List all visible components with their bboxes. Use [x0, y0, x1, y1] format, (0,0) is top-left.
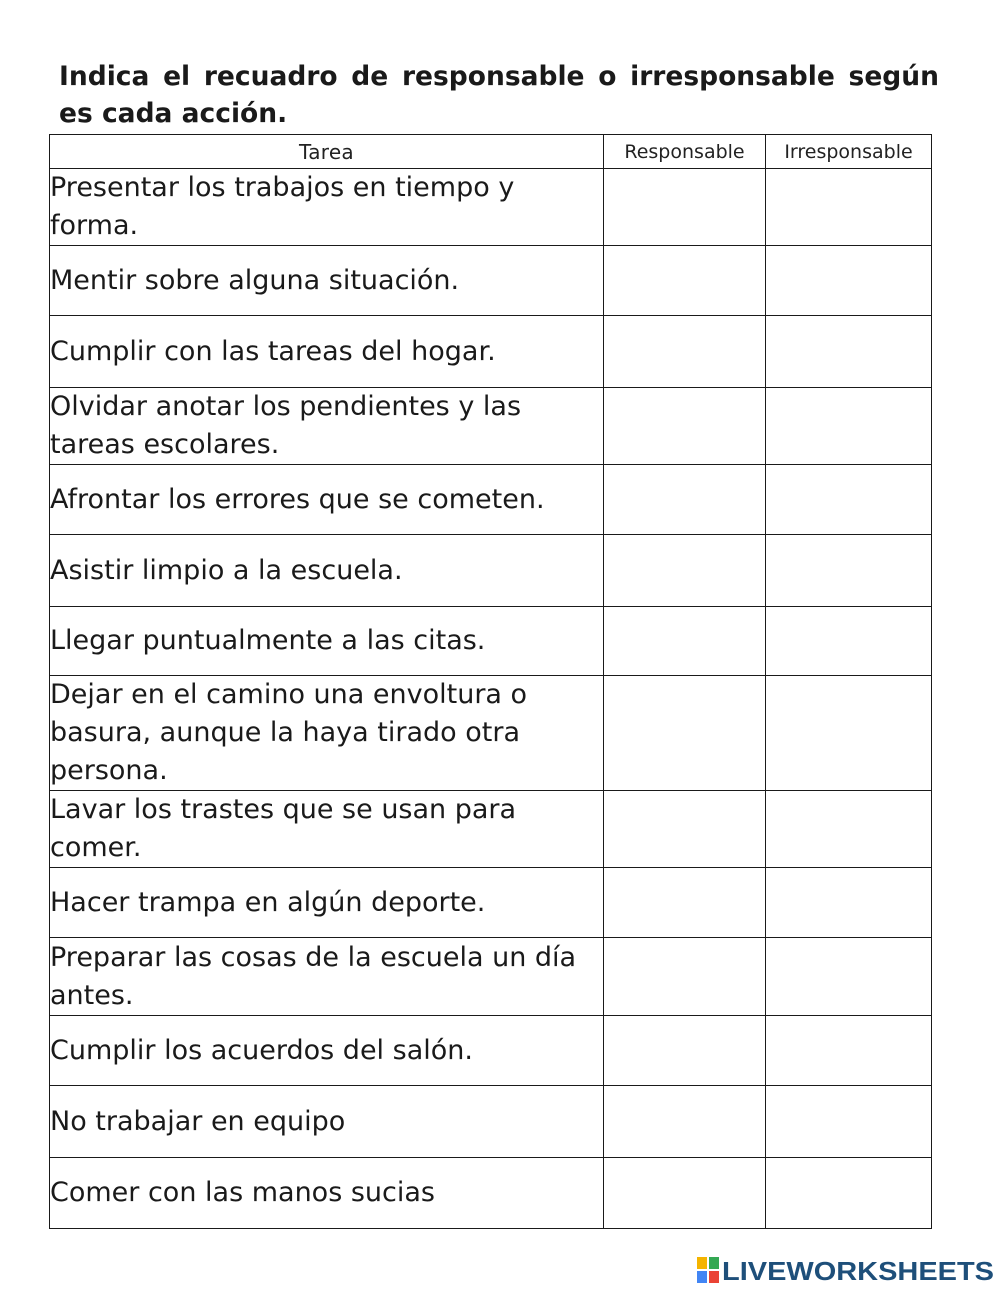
- header-task: Tarea: [50, 135, 604, 169]
- table-row: [50, 246, 932, 316]
- table-row: [50, 388, 932, 465]
- table-row: [50, 1016, 932, 1086]
- irresponsible-checkbox[interactable]: [766, 465, 932, 535]
- responsible-checkbox[interactable]: [604, 316, 766, 388]
- task-cell: Llegar puntualmente a las citas.: [50, 607, 604, 676]
- responsible-checkbox[interactable]: [604, 246, 766, 316]
- irresponsible-checkbox[interactable]: [766, 791, 932, 868]
- irresponsible-checkbox[interactable]: [766, 868, 932, 938]
- responsible-checkbox[interactable]: [604, 791, 766, 868]
- task-cell: Hacer trampa en algún deporte.: [50, 868, 604, 938]
- irresponsible-checkbox[interactable]: [766, 246, 932, 316]
- responsible-checkbox[interactable]: [604, 465, 766, 535]
- task-cell: Dejar en el camino una envoltura o basura, aunque la haya tirado otra persona.: [50, 676, 604, 791]
- responsible-checkbox[interactable]: [604, 607, 766, 676]
- table-row: [50, 938, 932, 1016]
- responsible-checkbox[interactable]: [604, 1016, 766, 1086]
- header-row: [50, 135, 932, 169]
- responsible-checkbox[interactable]: [604, 388, 766, 465]
- table-row: [50, 791, 932, 868]
- task-cell: No trabajar en equipo: [50, 1086, 604, 1158]
- table-row: [50, 535, 932, 607]
- irresponsible-checkbox[interactable]: [766, 938, 932, 1016]
- responsible-checkbox[interactable]: [604, 535, 766, 607]
- responsible-checkbox[interactable]: [604, 169, 766, 246]
- irresponsible-checkbox[interactable]: [766, 535, 932, 607]
- responsible-checkbox[interactable]: [604, 1086, 766, 1158]
- task-cell: Mentir sobre alguna situación.: [50, 246, 604, 316]
- responsible-checkbox[interactable]: [604, 676, 766, 791]
- table-row: [50, 676, 932, 791]
- irresponsible-checkbox[interactable]: [766, 1016, 932, 1086]
- header-irresponsible: Irresponsable: [766, 135, 932, 169]
- table-row: [50, 868, 932, 938]
- task-cell: Lavar los trastes que se usan para comer.: [50, 791, 604, 868]
- task-cell: Presentar los trabajos en tiempo y forma.: [50, 169, 604, 246]
- irresponsible-checkbox[interactable]: [766, 169, 932, 246]
- irresponsible-checkbox[interactable]: [766, 676, 932, 791]
- task-cell: Afrontar los errores que se cometen.: [50, 465, 604, 535]
- irresponsible-checkbox[interactable]: [766, 316, 932, 388]
- responsible-checkbox[interactable]: [604, 1158, 766, 1229]
- task-cell: Cumplir con las tareas del hogar.: [50, 316, 604, 388]
- logo-text: LIVEWORKSHEETS: [722, 1256, 994, 1285]
- table-row: [50, 1086, 932, 1158]
- irresponsible-checkbox[interactable]: [766, 1158, 932, 1229]
- header-responsible: Responsable: [604, 135, 766, 169]
- table-row: [50, 169, 932, 246]
- table-row: [50, 316, 932, 388]
- table-row: [50, 607, 932, 676]
- task-cell: Asistir limpio a la escuela.: [50, 535, 604, 607]
- table-row: [50, 1158, 932, 1229]
- liveworksheets-logo: [697, 1255, 997, 1285]
- task-cell: Cumplir los acuerdos del salón.: [50, 1016, 604, 1086]
- table-row: [50, 465, 932, 535]
- logo-blocks-icon: [697, 1257, 719, 1283]
- irresponsible-checkbox[interactable]: [766, 1086, 932, 1158]
- task-cell: Olvidar anotar los pendientes y las tareas escolares.: [50, 388, 604, 465]
- instructions-heading: Indica el recuadro de responsable o irresponsable según es cada acción.: [59, 61, 939, 129]
- task-cell: Comer con las manos sucias: [50, 1158, 604, 1229]
- task-table: [49, 134, 932, 1229]
- irresponsible-checkbox[interactable]: [766, 388, 932, 465]
- responsible-checkbox[interactable]: [604, 868, 766, 938]
- irresponsible-checkbox[interactable]: [766, 607, 932, 676]
- responsible-checkbox[interactable]: [604, 938, 766, 1016]
- task-cell: Preparar las cosas de la escuela un día antes.: [50, 938, 604, 1016]
